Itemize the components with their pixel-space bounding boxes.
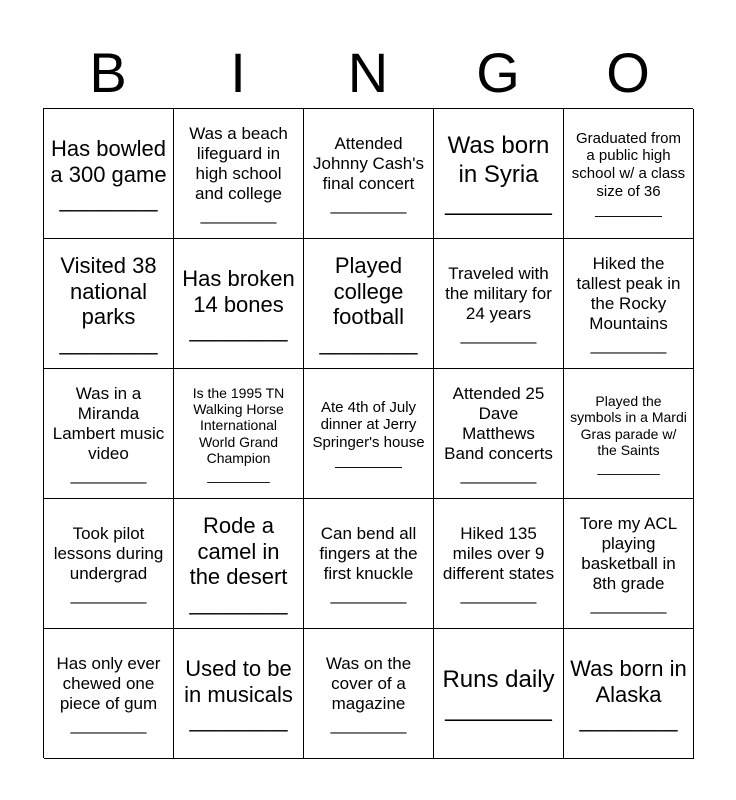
signature-line: ________ [330, 194, 407, 214]
bingo-cell[interactable] [174, 369, 304, 499]
bingo-cell[interactable] [174, 109, 304, 239]
cell-text: Visited 38 national parks [60, 252, 157, 330]
bingo-cell[interactable] [304, 369, 434, 499]
signature-line: ________ [460, 464, 537, 484]
header-letter-i: I [230, 41, 246, 104]
bingo-cell[interactable] [304, 239, 434, 369]
cell-text: Is the 1995 TN Walking Horse International World Grand Champion [192, 384, 285, 467]
signature-line: ________ [445, 694, 552, 722]
signature-line: ________ [335, 452, 402, 470]
signature-line: ________ [445, 188, 552, 216]
bingo-cell[interactable] [564, 239, 694, 369]
cell-text: Runs daily [442, 666, 555, 694]
bingo-cell[interactable] [434, 629, 564, 759]
signature-line: ________ [189, 707, 288, 733]
bingo-cell[interactable] [564, 499, 694, 629]
bingo-cell[interactable] [434, 109, 564, 239]
signature-line: ________ [595, 201, 662, 219]
signature-line: ________ [70, 714, 147, 734]
bingo-cell[interactable] [434, 239, 564, 369]
signature-line: ________ [189, 590, 288, 616]
cell-text: Attended Johnny Cash's final concert [313, 134, 424, 193]
signature-line: ________ [330, 584, 407, 604]
bingo-cell[interactable] [304, 109, 434, 239]
signature-line: ________ [597, 459, 660, 476]
cell-text: Rode a camel in the desert [189, 512, 288, 590]
cell-text: Graduated from a public high school w/ a class size of 36 [571, 129, 686, 200]
cell-text: Attended 25 Dave Matthews Band concerts [444, 384, 553, 463]
bingo-cell[interactable] [174, 629, 304, 759]
header-letter-b: B [89, 41, 127, 104]
signature-line: ________ [579, 707, 678, 733]
signature-line: ________ [590, 334, 667, 354]
cell-text: Can bend all fingers at the first knuckle [319, 524, 418, 583]
cell-text: Used to be in musicals [184, 655, 293, 707]
header-letter-n: N [347, 41, 389, 104]
cell-text: Traveled with the military for 24 years [445, 264, 552, 323]
bingo-grid [43, 108, 693, 758]
header-letter-g: G [476, 41, 520, 104]
signature-line: ________ [460, 584, 537, 604]
cell-text: Tore my ACL playing basketball in 8th grade [579, 514, 678, 593]
cell-text: Ate 4th of July dinner at Jerry Springer's house [312, 398, 425, 451]
bingo-cell[interactable] [564, 369, 694, 499]
signature-line: ________ [319, 330, 418, 356]
cell-text: Has bowled a 300 game [50, 135, 167, 187]
signature-line: ________ [460, 324, 537, 344]
bingo-header [43, 38, 693, 108]
cell-text: Was born in Syria [447, 132, 550, 188]
cell-text: Has broken 14 bones [182, 265, 295, 317]
cell-text: Has only ever chewed one piece of gum [56, 654, 161, 713]
signature-line: ________ [59, 330, 158, 356]
signature-line: ________ [70, 464, 147, 484]
cell-text: Hiked the tallest peak in the Rocky Mountains [576, 254, 681, 333]
cell-text: Was on the cover of a magazine [325, 654, 412, 713]
cell-text: Took pilot lessons during undergrad [53, 524, 164, 583]
cell-text: Was a beach lifeguard in high school and college [189, 124, 288, 203]
bingo-cell[interactable] [44, 109, 174, 239]
bingo-cell[interactable] [44, 499, 174, 629]
cell-text: Played the symbols in a Mardi Gras parade w/ the Saints [570, 392, 687, 458]
bingo-cell[interactable] [434, 499, 564, 629]
signature-line: ________ [59, 187, 158, 213]
signature-line: ________ [70, 584, 147, 604]
header-letter-o: O [606, 41, 650, 104]
signature-line: ________ [330, 714, 407, 734]
signature-line: ________ [200, 204, 277, 224]
cell-text: Played college football [333, 252, 404, 330]
bingo-cell[interactable] [174, 499, 304, 629]
bingo-cell[interactable] [434, 369, 564, 499]
bingo-cell[interactable] [44, 629, 174, 759]
bingo-cell[interactable] [564, 629, 694, 759]
signature-line: ________ [189, 317, 288, 343]
bingo-cell[interactable] [304, 499, 434, 629]
bingo-cell[interactable] [304, 629, 434, 759]
bingo-cell[interactable] [44, 369, 174, 499]
signature-line: ________ [207, 467, 270, 484]
cell-text: Was born in Alaska [570, 655, 687, 707]
bingo-cell[interactable] [564, 109, 694, 239]
bingo-cell[interactable] [44, 239, 174, 369]
signature-line: ________ [590, 594, 667, 614]
cell-text: Was in a Miranda Lambert music video [52, 384, 165, 463]
cell-text: Hiked 135 miles over 9 different states [442, 524, 555, 583]
bingo-cell[interactable] [174, 239, 304, 369]
